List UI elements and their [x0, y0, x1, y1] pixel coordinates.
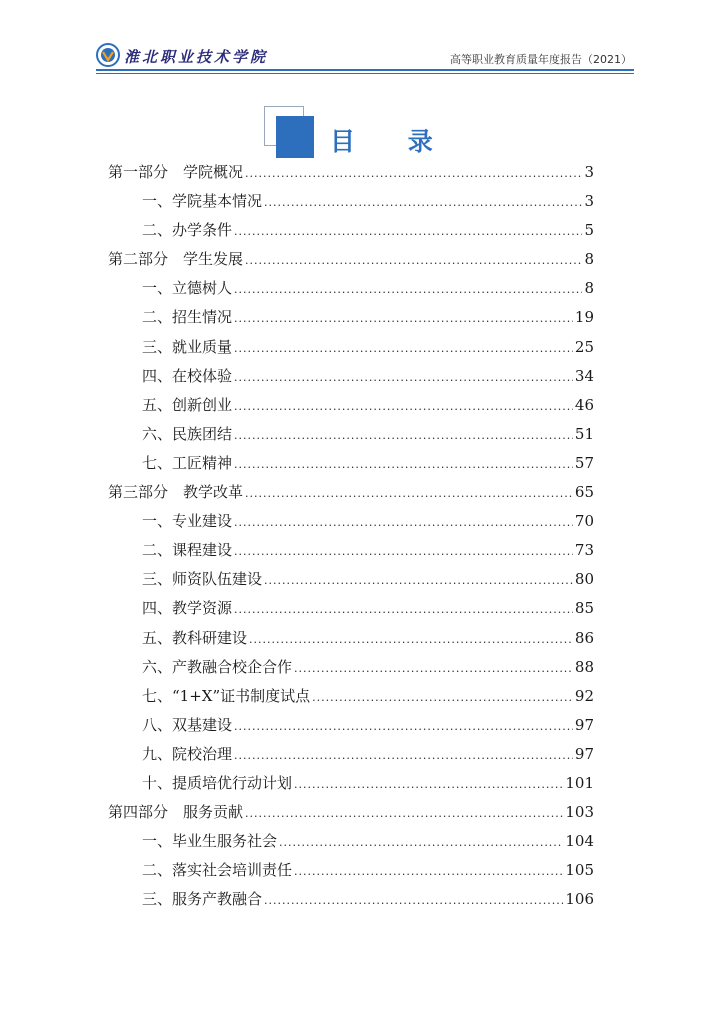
- toc-section-entry[interactable]: [108, 565, 594, 594]
- toc-entry-label: 五、创新创业: [142, 395, 233, 414]
- toc-page-number: 97: [574, 744, 594, 763]
- toc-dot-leader: [234, 421, 573, 450]
- toc-page-number: 103: [565, 803, 594, 822]
- toc-decoration-block: [276, 116, 314, 158]
- toc-dot-leader: [234, 217, 582, 246]
- toc-page-number: 73: [574, 541, 594, 560]
- toc-entry-label: 二、课程建设: [142, 541, 233, 560]
- toc-section-entry[interactable]: [108, 624, 594, 653]
- toc-entry-label: 三、师资队伍建设: [142, 570, 263, 589]
- toc-dot-leader: [312, 683, 573, 712]
- toc-dot-leader: [245, 799, 563, 828]
- toc-page-number: 85: [574, 599, 594, 618]
- toc-section-entry[interactable]: [108, 333, 594, 362]
- toc-entry-label: 四、教学资源: [142, 599, 233, 618]
- toc-page-number: 25: [574, 337, 594, 356]
- toc-section-entry[interactable]: [108, 507, 594, 536]
- toc-section-entry[interactable]: [108, 769, 594, 798]
- toc-page-number: 106: [565, 890, 594, 909]
- toc-page-number: 70: [574, 512, 594, 531]
- toc-entry-label: 七、工匠精神: [142, 453, 233, 472]
- toc-entry-label: 第三部分 教学改革: [108, 483, 244, 502]
- toc-entry-label: 六、民族团结: [142, 424, 233, 443]
- toc-page-number: 65: [574, 483, 594, 502]
- toc-section-entry[interactable]: [108, 187, 594, 216]
- toc-part-entry[interactable]: [108, 245, 594, 274]
- toc-entry-label: 八、双基建设: [142, 715, 233, 734]
- toc-dot-leader: [264, 188, 582, 217]
- toc-entry-label: 一、毕业生服务社会: [142, 832, 278, 851]
- toc-dot-leader: [294, 770, 563, 799]
- toc-page-number: 104: [565, 832, 594, 851]
- table-of-contents: [108, 158, 594, 914]
- toc-dot-leader: [234, 741, 573, 770]
- toc-section-entry[interactable]: [108, 653, 594, 682]
- toc-section-entry[interactable]: [108, 536, 594, 565]
- header-divider: [96, 69, 634, 71]
- toc-dot-leader: [234, 275, 582, 304]
- toc-page-number: 57: [574, 453, 594, 472]
- toc-part-entry[interactable]: [108, 798, 594, 827]
- toc-entry-label: 一、专业建设: [142, 512, 233, 531]
- toc-dot-leader: [234, 595, 573, 624]
- toc-page-number: 51: [574, 424, 594, 443]
- toc-entry-label: 一、立德树人: [142, 279, 233, 298]
- toc-section-entry[interactable]: [108, 740, 594, 769]
- toc-page-number: 19: [574, 308, 594, 327]
- toc-page-number: 34: [574, 366, 594, 385]
- toc-dot-leader: [294, 857, 563, 886]
- toc-entry-label: 六、产教融合校企合作: [142, 657, 293, 676]
- toc-page-number: 8: [584, 279, 594, 298]
- toc-page-number: 3: [584, 192, 594, 211]
- toc-dot-leader: [234, 508, 573, 537]
- toc-section-entry[interactable]: [108, 216, 594, 245]
- toc-page-number: 105: [565, 861, 594, 880]
- toc-dot-leader: [245, 479, 573, 508]
- toc-dot-leader: [245, 159, 582, 188]
- toc-section-entry[interactable]: [108, 391, 594, 420]
- toc-entry-label: 第一部分 学院概况: [108, 163, 244, 181]
- toc-dot-leader: [249, 625, 573, 654]
- toc-dot-leader: [234, 537, 573, 566]
- report-title: 高等职业教育质量年度报告（2021）: [450, 53, 632, 66]
- toc-section-entry[interactable]: [108, 885, 594, 914]
- toc-entry-label: 二、落实社会培训责任: [142, 861, 293, 880]
- toc-title: 目 录: [330, 127, 455, 156]
- toc-entry-label: 五、教科研建设: [142, 628, 248, 647]
- toc-dot-leader: [294, 654, 573, 683]
- toc-part-entry[interactable]: [108, 158, 594, 187]
- toc-dot-leader: [234, 304, 573, 333]
- toc-part-entry[interactable]: [108, 478, 594, 507]
- toc-dot-leader: [234, 450, 573, 479]
- toc-page-number: 86: [574, 628, 594, 647]
- toc-entry-label: 九、院校治理: [142, 744, 233, 763]
- toc-section-entry[interactable]: [108, 594, 594, 623]
- toc-section-entry[interactable]: [108, 362, 594, 391]
- toc-dot-leader: [264, 566, 573, 595]
- toc-section-entry[interactable]: [108, 274, 594, 303]
- toc-page-number: 97: [574, 715, 594, 734]
- toc-entry-label: 三、就业质量: [142, 337, 233, 356]
- toc-page-number: 8: [584, 250, 594, 269]
- toc-page-number: 46: [574, 395, 594, 414]
- toc-dot-leader: [279, 828, 563, 857]
- toc-section-entry[interactable]: [108, 449, 594, 478]
- toc-section-entry[interactable]: [108, 682, 594, 711]
- toc-page-number: 101: [565, 773, 594, 792]
- toc-page-number: 5: [584, 221, 594, 240]
- college-logo-icon: [96, 43, 120, 67]
- header-divider-thin: [96, 73, 634, 74]
- toc-heading: [264, 106, 464, 158]
- toc-entry-label: 二、办学条件: [142, 221, 233, 240]
- toc-section-entry[interactable]: [108, 827, 594, 856]
- toc-entry-label: 一、学院基本情况: [142, 192, 263, 211]
- toc-entry-label: 第二部分 学生发展: [108, 250, 244, 269]
- toc-page-number: 3: [584, 163, 594, 181]
- toc-entry-label: 三、服务产教融合: [142, 890, 263, 909]
- toc-dot-leader: [245, 246, 582, 275]
- toc-entry-label: 十、提质培优行动计划: [142, 773, 293, 792]
- toc-entry-label: 七、“1+X”证书制度试点: [142, 686, 311, 705]
- toc-entry-label: 二、招生情况: [142, 308, 233, 327]
- toc-section-entry[interactable]: [108, 420, 594, 449]
- toc-section-entry[interactable]: [108, 711, 594, 740]
- toc-dot-leader: [234, 334, 573, 363]
- toc-page-number: 88: [574, 657, 594, 676]
- toc-entry-label: 第四部分 服务贡献: [108, 803, 244, 822]
- toc-dot-leader: [264, 886, 563, 915]
- toc-page-number: 80: [574, 570, 594, 589]
- toc-section-entry[interactable]: [108, 856, 594, 885]
- toc-section-entry[interactable]: [108, 303, 594, 332]
- toc-dot-leader: [234, 392, 573, 421]
- toc-dot-leader: [234, 712, 573, 741]
- college-name: 淮北职业技术学院: [124, 48, 269, 66]
- toc-entry-label: 四、在校体验: [142, 366, 233, 385]
- toc-dot-leader: [234, 363, 573, 392]
- toc-page-number: 92: [574, 686, 594, 705]
